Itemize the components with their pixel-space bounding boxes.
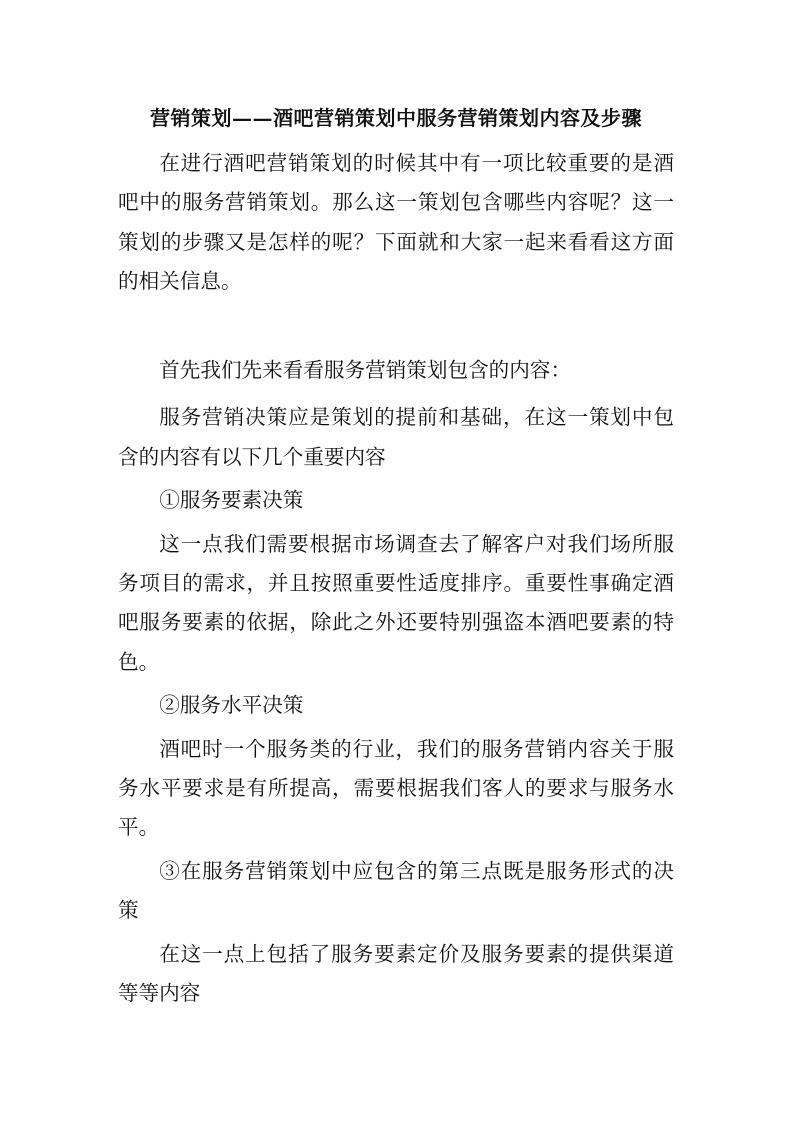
item-2-heading: ②服务水平决策 [159,693,304,718]
item-2-body: 酒吧时一个服务类的行业，我们的服务营销内容关于服务水平要求是有所提高，需要根据我们客人的要求与服务水平。 [118,736,674,840]
document-body [118,104,674,1014]
item-1-body: 这一点我们需要根据市场调查去了解客户对我们场所服务项目的需求，并且按照重要性适度排序。重要性事确定酒吧服务要素的依据，除此之外还要特别强盗本酒吧要素的特色。 [118,531,674,674]
blank-line [118,302,674,341]
content-intro-paragraph: 首先我们先来看看服务营销策划包含的内容： [159,358,572,383]
item-3-body: 在这一点上包括了服务要素定价及服务要素的提供渠道等等内容 [118,941,674,1006]
spacer [118,341,674,351]
intro-paragraph: 在进行酒吧营销策划的时候其中有一项比较重要的是酒吧中的服务营销策划。那么这一策划包含哪些内容呢？这一策划的步骤又是怎样的呢？下面就和大家一起来看看这方面的相关信息。 [118,151,674,294]
item-1-heading: ①服务要素决策 [159,488,304,513]
document-title: 营销策划——酒吧营销策划中服务营销策划内容及步骤 [150,106,642,130]
item-3-heading: ③在服务营销策划中应包含的第三点既是服务形式的决策 [118,858,674,923]
decision-basis-paragraph: 服务营销决策应是策划的提前和基础，在这一策划中包含的内容有以下几个重要内容 [118,405,674,469]
